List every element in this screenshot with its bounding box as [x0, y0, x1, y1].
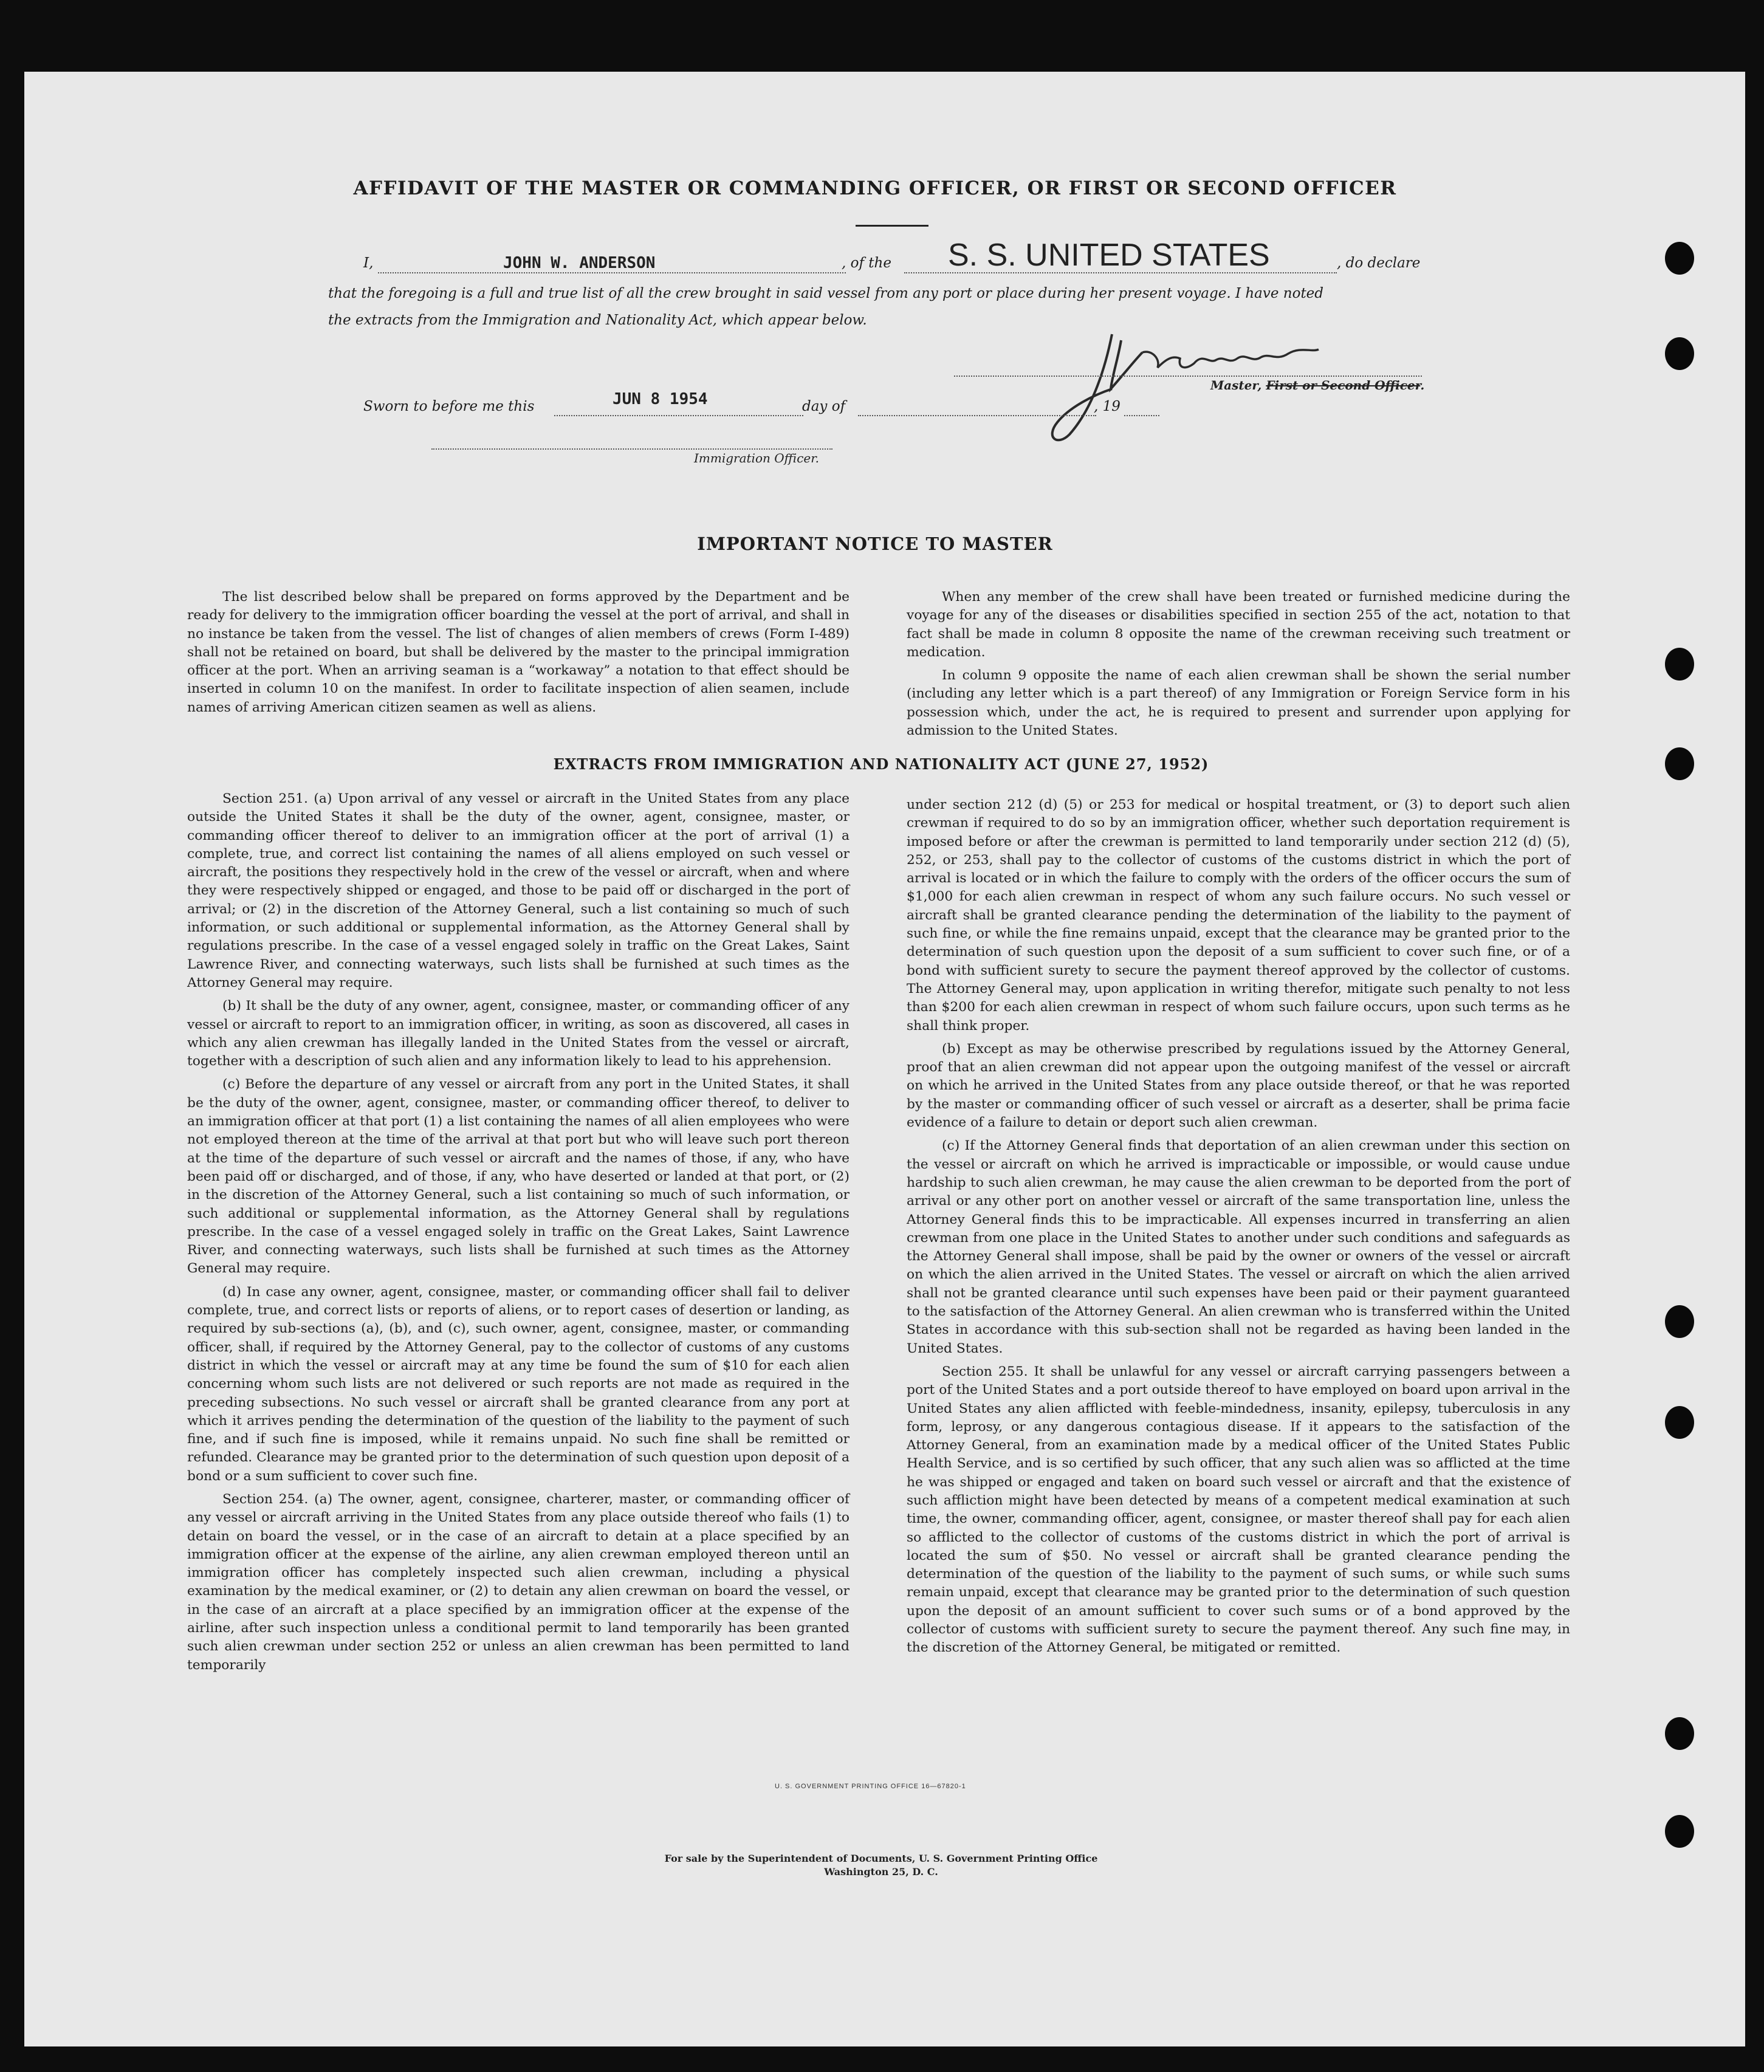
- binder-hole: [1665, 648, 1694, 681]
- extract-right-paragraph: (b) Except as may be otherwise prescribed by regulations issued by the Attorney General, proof that an alien crewman did not appear upon the outgoing manifest of the vessel or aircraft on which he arrived in the United States from any place outside thereof, or that he was reported by the master or commanding officer of such vessel or aircraft as a deserter, shall be prima facie evidence of a failure to detain or deport such alien crewman.: [907, 1041, 1570, 1131]
- sale-line-2: Washington 25, D. C.: [824, 1866, 938, 1878]
- of-the-label: , of the: [842, 255, 891, 271]
- extracts-right-column: [907, 796, 1570, 1662]
- sworn-date-line: [554, 415, 803, 416]
- sale-line-1: For sale by the Superintendent of Documents, U. S. Government Printing Office: [664, 1853, 1098, 1864]
- extract-left-paragraph: (b) It shall be the duty of any owner, agent, consignee, master, or commanding officer of any vessel or aircraft to report to an immigration officer, in writing, as soon as discovered, all cases in which any alien crewman has illegally landed in the United States from the vessel or aircraft, together with a description of such alien and any information likely to lead to his apprehension.: [187, 998, 849, 1069]
- printing-office-imprint: U. S. GOVERNMENT PRINTING OFFICE 16—67820-1: [775, 1783, 966, 1790]
- binder-hole: [1665, 242, 1694, 275]
- notice-right-paragraph-2: In column 9 opposite the name of each alien crewman shall be shown the serial number (including any letter which is a part thereof) of any Immigration or Foreign Service form in his possession which, under the act, he is required to present and surrender upon applying for admission to the United States.: [907, 668, 1570, 739]
- declaration-line-2: that the foregoing is a full and true list of all the crew brought in said vessel from any port or place during her present voyage. I have noted: [328, 286, 1324, 301]
- sworn-date: JUN 8 1954: [613, 390, 708, 408]
- name-field-line: [378, 272, 846, 273]
- binder-hole: [1665, 1406, 1694, 1439]
- vessel-name: S. S. UNITED STATES: [948, 238, 1270, 273]
- binder-hole: [1665, 337, 1694, 370]
- notice-title: IMPORTANT NOTICE TO MASTER: [697, 533, 1053, 554]
- struck-officer-label: First or Second Officer: [1266, 378, 1421, 393]
- extracts-title: EXTRACTS FROM IMMIGRATION AND NATIONALITY ACT (JUNE 27, 1952): [553, 755, 1209, 773]
- affidavit-title: AFFIDAVIT OF THE MASTER OR COMMANDING OFFICER, OR FIRST OR SECOND OFFICER: [353, 177, 1397, 199]
- sale-notice: [547, 1852, 1215, 1879]
- month-field-line: [858, 415, 1096, 416]
- binder-hole: [1665, 747, 1694, 780]
- immigration-officer-label: Immigration Officer.: [694, 451, 819, 465]
- year-label: , 19: [1094, 399, 1121, 414]
- master-label-prefix: Master,: [1210, 378, 1262, 393]
- extract-left-paragraph: (c) Before the departure of any vessel or aircraft from any port in the United States, it shall be the duty of the owner, agent, consignee, master, or commanding officer thereof, to deliver to an immigration officer at that port (1) a list containing the names of all alien employees who were not employed thereon at the time of the arrival at that port but who will leave such port thereon at the time of the departure of such vessel or aircraft and the names of those, if any, who have been paid off or discharged, and of those, if any, who have deserted or landed at that port, or (2) in the discretion of the Attorney General, such a list containing so much of such information, or such additional or supplemental information, as the Attorney General shall by regulations prescribe. In the case of a vessel engaged solely in traffic on the Great Lakes, Saint Lawrence River, and connecting waterways, such lists shall be furnished at such times as the Attorney General may require.: [187, 1077, 849, 1277]
- day-of-label: day of: [802, 399, 846, 414]
- signature-line: [954, 376, 1422, 377]
- year-field-line: [1124, 415, 1159, 416]
- declaration-line-3: the extracts from the Immigration and Nationality Act, which appear below.: [328, 312, 867, 328]
- notice-left-paragraph: The list described below shall be prepared on forms approved by the Department and be ready for delivery to the immigration officer boarding the vessel at the port of arrival, and shall in no instance be taken from the vessel. The list of changes of alien members of crews (Form I-489) shall not be retained on board, but shall be delivered by the master to the principal immigration officer at the port. When an arriving seaman is a “workaway” a notation to that effect should be inserted in column 10 on the manifest. In order to facilitate inspection of alien seamen, include names of arriving American citizen seamen as well as aliens.: [187, 589, 849, 715]
- notice-left-column: [187, 588, 849, 722]
- extract-right-paragraph: under section 212 (d) (5) or 253 for medical or hospital treatment, or (3) to deport such alien crewman if required to do so by an immigration officer, whether such deportation requirement is imposed before or after the crewman is permitted to land temporarily under section 212 (d) (5), 252, or 253, shall pay to the collector of customs of the customs district in which the port of arrival is located or in which the failure to comply with the orders of the officer occurs the sum of $1,000 for each alien crewman in respect of whom any such failure occurs. No such vessel or aircraft shall be granted clearance pending the determination of the liability to the payment of such fine, or while the fine remains unpaid, except that the clearance may be granted prior to the determination of such question upon the deposit of a sum sufficient to cover such fine, or of a bond with sufficient surety to secure the payment thereof approved by the collector of customs. The Attorney General may, upon application in writing therefor, mitigate such penalty to not less than $200 for each alien crewman in respect of whom such failure occurs, upon such terms as he shall think proper.: [907, 797, 1570, 1034]
- notice-right-column: [907, 588, 1570, 745]
- do-declare-label: , do declare: [1337, 255, 1421, 271]
- title-divider: [856, 225, 928, 227]
- notice-right-paragraph-1: When any member of the crew shall have been treated or furnished medicine during the voyage for any of the diseases or disabilities specified in section 255 of the act, notation to that fact shall be made in column 8 opposite the name of the crewman receiving such treatment or medication.: [907, 589, 1570, 660]
- extract-left-paragraph: (d) In case any owner, agent, consignee, master, or commanding officer shall fail to deliver complete, true, and correct lists or reports of aliens, or to report cases of desertion or landing, as required by sub-sections (a), (b), and (c), such owner, agent, consignee, master, or commanding officer, shall, if required by the Attorney General, pay to the collector of customs of any customs district in which the vessel or aircraft may at any time be found the sum of $10 for each alien concerning whom such lists are not delivered or such reports are not made as required in the preceding subsections. No such vessel or aircraft shall be granted clearance from any port at which it arrives pending the determination of the question of the liability to the payment of such fine, and if such fine is imposed, while it remains unpaid. No such fine shall be remitted or refunded. Clearance may be granted prior to the determination of such question upon deposit of a bond or a sum sufficient to cover such fine.: [187, 1284, 849, 1484]
- extract-left-paragraph: Section 254. (a) The owner, agent, consignee, charterer, master, or commanding officer of any vessel or aircraft arriving in the United States from any place outside thereof who fails (1) to detain on board the vessel, or in the case of an aircraft to detain at a place specified by an immigration officer at the expense of the airline, any alien crewman employed thereon until an immigration officer has completely inspected such alien crewman, including a physical examination by the medical examiner, or (2) to detain any alien crewman on board the vessel, or in the case of an aircraft at a place specified by an immigration officer at the expense of the airline, after such inspection unless a conditional permit to land temporarily has been granted such alien crewman under section 252 or unless an alien crewman has been permitted to land temporarily: [187, 1491, 849, 1673]
- extracts-left-column: [187, 790, 849, 1679]
- i-label: I,: [363, 255, 374, 271]
- extract-right-paragraph: Section 255. It shall be unlawful for any vessel or aircraft carrying passengers between a port of the United States and a port outside thereof to have employed on board upon arrival in the United States any alien afflicted with feeble-mindedness, insanity, epilepsy, tuberculosis in any form, leprosy, or any dangerous contagious disease. If it appears to the satisfaction of the Attorney General, from an examination made by a medical officer of the United States Public Health Service, and is so certified by such officer, that any such alien was so afflicted at the time he was shipped or engaged and taken on board such vessel or aircraft and that the existence of such affliction might have been detected by means of a competent medical examination at such time, the owner, commanding officer, agent, consignee, or master thereof shall pay for each alien so afflicted to the collector of customs of the customs district in which the port of arrival is located the sum of $50. No vessel or aircraft shall be granted clearance pending the determination of the question of the liability to the payment of such sums, or while such sums remain unpaid, except that clearance may be granted prior to the determination of such question upon the deposit of an amount sufficient to cover such sums or of a bond approved by the collector of customs with sufficient surety to secure the payment thereof. Any such fine may, in the discretion of the Attorney General, be mitigated or remitted.: [907, 1364, 1570, 1656]
- binder-hole: [1665, 1305, 1694, 1338]
- master-label-suffix: .: [1420, 378, 1425, 393]
- officer-signature-line: [431, 448, 832, 450]
- sworn-label: Sworn to before me this: [363, 399, 535, 414]
- master-name: JOHN W. ANDERSON: [503, 254, 656, 272]
- extract-left-paragraph: Section 251. (a) Upon arrival of any vessel or aircraft in the United States from any place outside the United States it shall be the duty of the owner, agent, consignee, master, or commanding officer thereof to deliver to an immigration officer at the port of arrival (1) a complete, true, and correct list containing the names of all aliens employed on such vessel or aircraft, the positions they respectively hold in the crew of the vessel or aircraft, when and where they were respectively shipped or engaged, and those to be paid off or discharged in the port of arrival; or (2) in the discretion of the Attorney General, such a list containing so much of such information, or such additional or supplemental information, as the Attorney General shall by regulations prescribe. In the case of a vessel engaged solely in traffic on the Great Lakes, Saint Lawrence River, and connecting waterways, such lists shall be furnished at such times as the Attorney General may require.: [187, 791, 849, 990]
- binder-hole: [1665, 1815, 1694, 1848]
- binder-hole: [1665, 1717, 1694, 1750]
- extract-right-paragraph: (c) If the Attorney General finds that deportation of an alien crewman under this section on the vessel or aircraft on which he arrived is impracticable or impossible, or would cause undue hardship to such alien crewman, he may cause the alien crewman to be deported from the port of arrival or any other port on another vessel or aircraft of the same transportation line, unless the Attorney General finds this to be impracticable. All expenses incurred in transferring an alien crewman from one place in the United States to another under such conditions and safeguards as the Attorney General shall impose, shall be paid by the owner or owners of the vessel or aircraft on which the alien arrived in the United States. The vessel or aircraft on which the alien arrived shall not be granted clearance until such expenses have been paid or their payment guaranteed to the satisfaction of the Attorney General. An alien crewman who is transferred within the United States in accordance with this sub-section shall not be regarded as having been landed in the United States.: [907, 1138, 1570, 1356]
- master-title-label: [1210, 378, 1424, 393]
